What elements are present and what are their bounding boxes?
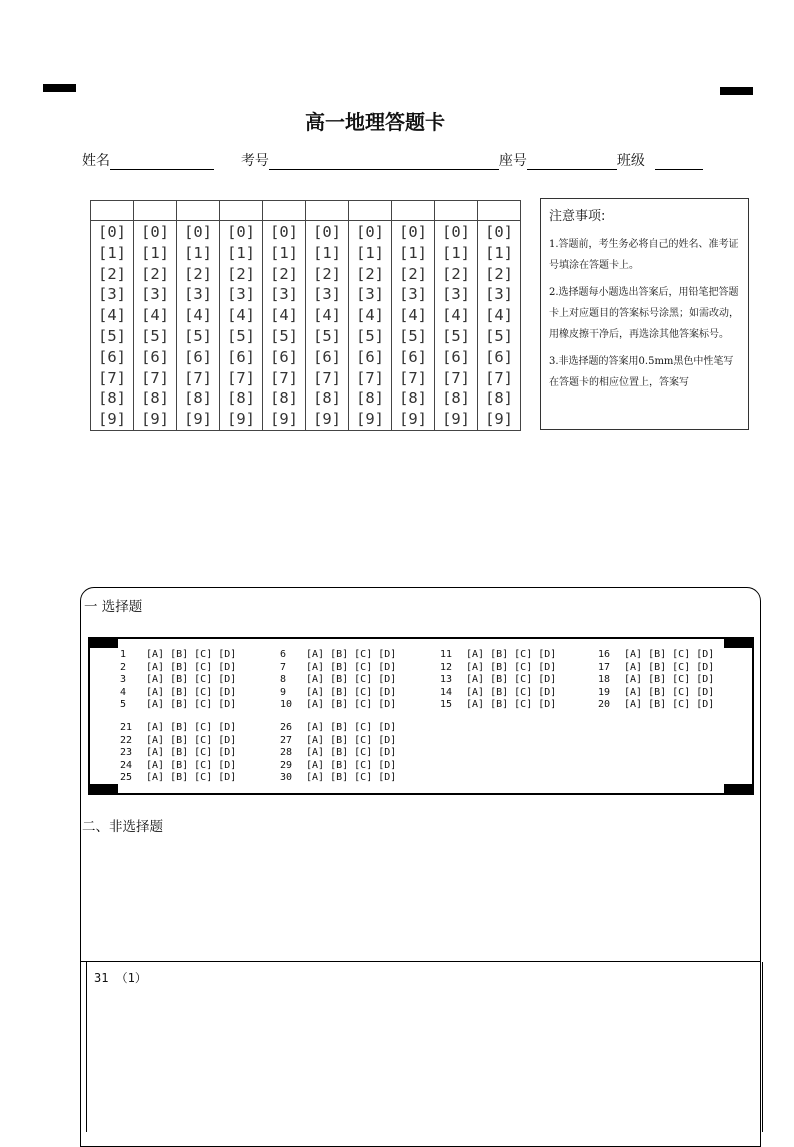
digit-bubble[interactable]: [7]	[313, 368, 341, 387]
digit-bubble[interactable]: [7]	[141, 368, 169, 387]
id-digit-input-cell[interactable]	[91, 201, 134, 221]
digit-bubble[interactable]: [4]	[356, 306, 384, 325]
question-number: 3	[120, 674, 127, 685]
question-number: 27	[280, 734, 293, 746]
question-number: 28	[280, 747, 293, 758]
question-group	[120, 722, 236, 785]
digit-bubble[interactable]: [2]	[184, 264, 212, 283]
seat-field[interactable]	[527, 155, 617, 170]
answer-options[interactable]: [A] [B] [C] [D]	[146, 772, 237, 783]
corner-mark-tl	[88, 639, 118, 648]
digit-bubble[interactable]: [5]	[98, 326, 126, 345]
digit-bubble[interactable]: [2]	[270, 264, 298, 283]
id-digit-column	[134, 221, 177, 431]
choice-question-row	[598, 662, 714, 675]
digit-bubble[interactable]: [6]	[184, 347, 212, 366]
question-number: 8	[280, 674, 287, 685]
answer-options[interactable]: [A] [B] [C] [D]	[466, 649, 557, 660]
digit-bubble[interactable]: [1]	[313, 243, 341, 262]
digit-bubble[interactable]: [4]	[141, 306, 169, 325]
choice-question-row	[120, 662, 236, 675]
digit-bubble[interactable]: [6]	[313, 347, 341, 366]
digit-bubble[interactable]: [1]	[141, 243, 169, 262]
id-digit-column	[478, 221, 521, 431]
answer-options[interactable]: [A] [B] [C] [D]	[466, 661, 557, 673]
digit-bubble[interactable]: [9]	[141, 410, 169, 429]
digit-bubble[interactable]: [9]	[227, 410, 255, 429]
digit-bubble[interactable]: [8]	[141, 389, 169, 408]
digit-bubble[interactable]: [5]	[184, 326, 212, 345]
id-digit-input-cell[interactable]	[349, 201, 392, 221]
question-number: 13	[440, 674, 453, 685]
digit-bubble[interactable]: [3]	[485, 285, 513, 304]
digit-bubble[interactable]: [7]	[356, 368, 384, 387]
choice-question-row	[280, 772, 396, 785]
digit-bubble[interactable]: [7]	[399, 368, 427, 387]
digit-bubble[interactable]: [6]	[399, 347, 427, 366]
digit-bubble[interactable]: [7]	[227, 368, 255, 387]
corner-mark-tr	[724, 639, 754, 648]
digit-bubble[interactable]: [2]	[485, 264, 513, 283]
id-digit-input-cell[interactable]	[177, 201, 220, 221]
question-31-answer-box[interactable]	[86, 962, 763, 1132]
digit-bubble[interactable]: [1]	[184, 243, 212, 262]
digit-bubble[interactable]: [2]	[356, 264, 384, 283]
digit-bubble[interactable]: [7]	[442, 368, 470, 387]
digit-bubble[interactable]: [0]	[270, 223, 298, 241]
question-number: 1	[120, 649, 127, 660]
digit-bubble[interactable]: [0]	[313, 223, 341, 241]
question-number: 22	[120, 734, 133, 746]
digit-bubble[interactable]: [1]	[270, 243, 298, 262]
digit-bubble[interactable]: [2]	[227, 264, 255, 283]
answer-options[interactable]: [A] [B] [C] [D]	[146, 734, 237, 746]
digit-bubble[interactable]: [6]	[227, 347, 255, 366]
answer-options[interactable]: [A] [B] [C] [D]	[146, 722, 237, 733]
digit-bubble[interactable]: [2]	[442, 264, 470, 283]
digit-bubble[interactable]: [4]	[485, 306, 513, 325]
choice-question-row	[120, 760, 236, 773]
answer-options[interactable]: [A] [B] [C] [D]	[466, 674, 557, 685]
answer-options[interactable]: [A] [B] [C] [D]	[306, 759, 397, 771]
question-number: 24	[120, 759, 133, 771]
question-number: 25	[120, 772, 133, 783]
digit-bubble[interactable]: [9]	[399, 410, 427, 429]
question-group	[440, 649, 556, 712]
question-number: 9	[280, 686, 287, 698]
digit-bubble[interactable]: [0]	[485, 223, 513, 241]
digit-bubble[interactable]: [9]	[442, 410, 470, 429]
answer-options[interactable]: [A] [B] [C] [D]	[624, 674, 715, 685]
digit-bubble[interactable]: [6]	[98, 347, 126, 366]
question-number: 30	[280, 772, 293, 783]
question-group	[598, 649, 714, 712]
answer-options[interactable]: [A] [B] [C] [D]	[624, 649, 715, 660]
question-number: 10	[280, 699, 293, 710]
digit-bubble[interactable]: [8]	[270, 389, 298, 408]
answer-options[interactable]: [A] [B] [C] [D]	[306, 772, 397, 783]
id-digit-column	[306, 221, 349, 431]
choice-question-row	[280, 760, 396, 773]
answer-options[interactable]: [A] [B] [C] [D]	[306, 674, 397, 685]
digit-bubble[interactable]: [3]	[98, 285, 126, 304]
choice-question-row	[120, 772, 236, 785]
choice-question-row	[598, 699, 714, 712]
digit-bubble[interactable]: [3]	[399, 285, 427, 304]
digit-bubble[interactable]: [6]	[442, 347, 470, 366]
digit-bubble[interactable]: [1]	[98, 243, 126, 262]
digit-bubble[interactable]: [3]	[227, 285, 255, 304]
name-field[interactable]	[110, 155, 214, 170]
id-digit-column	[263, 221, 306, 431]
digit-bubble[interactable]: [7]	[270, 368, 298, 387]
answer-options[interactable]: [A] [B] [C] [D]	[466, 686, 557, 698]
digit-bubble[interactable]: [1]	[356, 243, 384, 262]
question-number: 14	[440, 686, 453, 698]
digit-bubble[interactable]: [5]	[141, 326, 169, 345]
digit-bubble[interactable]: [9]	[485, 410, 513, 429]
question-number: 11	[440, 649, 453, 660]
question-number: 12	[440, 661, 453, 673]
id-digit-input-cell[interactable]	[220, 201, 263, 221]
answer-options[interactable]: [A] [B] [C] [D]	[624, 699, 715, 710]
seat-label: 座号	[498, 153, 527, 169]
answer-options[interactable]: [A] [B] [C] [D]	[146, 649, 237, 660]
digit-bubble[interactable]: [3]	[141, 285, 169, 304]
choice-question-row	[280, 699, 396, 712]
digit-bubble[interactable]: [9]	[98, 410, 126, 429]
notice-item-2: 2.选择题每小题选出答案后，用铅笔把答题卡上对应题目的答案标号涂黑；如需改动，用橡皮擦干净后，再选涂其他答案标号。	[549, 287, 739, 340]
id-digit-input-cell[interactable]	[134, 201, 177, 221]
answer-options[interactable]: [A] [B] [C] [D]	[146, 686, 237, 698]
question-number: 19	[598, 686, 611, 698]
alignment-mark-right	[720, 87, 753, 95]
answer-options[interactable]: [A] [B] [C] [D]	[146, 759, 237, 771]
question-31-label: 31 （1）	[94, 971, 147, 985]
question-number: 2	[120, 661, 127, 673]
digit-bubble[interactable]: [4]	[313, 306, 341, 325]
answer-options[interactable]: [A] [B] [C] [D]	[306, 649, 397, 660]
answer-options[interactable]: [A] [B] [C] [D]	[306, 686, 397, 698]
digit-bubble[interactable]: [7]	[184, 368, 212, 387]
question-number: 6	[280, 649, 287, 660]
answer-options[interactable]: [A] [B] [C] [D]	[306, 661, 397, 673]
question-group	[280, 649, 396, 712]
choice-question-row	[440, 649, 556, 662]
digit-bubble[interactable]: [8]	[227, 389, 255, 408]
id-digit-column	[91, 221, 134, 431]
digit-bubble[interactable]: [7]	[98, 368, 126, 387]
digit-bubble[interactable]: [0]	[141, 223, 169, 241]
digit-bubble[interactable]: [4]	[270, 306, 298, 325]
answer-options[interactable]: [A] [B] [C] [D]	[306, 734, 397, 746]
digit-bubble[interactable]: [8]	[485, 389, 513, 408]
digit-bubble[interactable]: [5]	[442, 326, 470, 345]
digit-bubble[interactable]: [3]	[270, 285, 298, 304]
name-label: 姓名	[82, 153, 110, 169]
question-number: 18	[598, 674, 611, 685]
choice-question-row	[440, 674, 556, 687]
digit-bubble[interactable]: [6]	[141, 347, 169, 366]
digit-bubble[interactable]: [5]	[356, 326, 384, 345]
digit-bubble[interactable]: [4]	[98, 306, 126, 325]
choice-question-row	[120, 735, 236, 748]
id-digit-input-cell[interactable]	[263, 201, 306, 221]
choice-question-row	[120, 649, 236, 662]
digit-bubble[interactable]: [7]	[485, 368, 513, 387]
section1-title: 一 选择题	[84, 599, 143, 615]
digit-bubble[interactable]: [4]	[399, 306, 427, 325]
digit-bubble[interactable]: [8]	[313, 389, 341, 408]
page-title: 高一地理答题卡	[305, 110, 445, 134]
digit-bubble[interactable]: [0]	[227, 223, 255, 241]
choice-question-row	[598, 687, 714, 700]
question-number: 5	[120, 699, 127, 710]
notice-heading: 注意事项:	[549, 209, 606, 224]
corner-mark-bl	[88, 784, 118, 793]
id-digit-column	[177, 221, 220, 431]
choice-question-row	[598, 649, 714, 662]
question-group	[280, 722, 396, 785]
digit-bubble[interactable]: [3]	[442, 285, 470, 304]
digit-bubble[interactable]: [5]	[227, 326, 255, 345]
choice-question-row	[280, 674, 396, 687]
digit-bubble[interactable]: [5]	[485, 326, 513, 345]
digit-bubble[interactable]: [8]	[356, 389, 384, 408]
digit-bubble[interactable]: [2]	[141, 264, 169, 283]
question-number: 21	[120, 722, 133, 733]
question-number: 17	[598, 661, 611, 673]
question-number: 4	[120, 686, 127, 698]
digit-bubble[interactable]: [8]	[184, 389, 212, 408]
question-number: 23	[120, 747, 133, 758]
exam-id-bubble-grid	[90, 200, 521, 431]
choice-question-row	[120, 747, 236, 760]
digit-bubble[interactable]: [0]	[184, 223, 212, 241]
choice-question-row	[120, 674, 236, 687]
exam-no-field[interactable]	[269, 155, 499, 170]
answer-options[interactable]: [A] [B] [C] [D]	[466, 699, 557, 710]
answer-options[interactable]: [A] [B] [C] [D]	[306, 722, 397, 733]
student-info-line	[82, 150, 703, 170]
choice-question-row	[598, 674, 714, 687]
digit-bubble[interactable]: [1]	[485, 243, 513, 262]
choice-question-row	[280, 747, 396, 760]
digit-bubble[interactable]: [5]	[399, 326, 427, 345]
digit-bubble[interactable]: [5]	[270, 326, 298, 345]
answer-options[interactable]: [A] [B] [C] [D]	[624, 686, 715, 698]
digit-bubble[interactable]: [0]	[442, 223, 470, 241]
answer-options[interactable]: [A] [B] [C] [D]	[146, 747, 237, 758]
section2-title: 二、非选择题	[82, 819, 163, 835]
digit-bubble[interactable]: [0]	[399, 223, 427, 241]
choice-question-row	[280, 735, 396, 748]
question-number: 16	[598, 649, 611, 660]
digit-bubble[interactable]: [9]	[184, 410, 212, 429]
digit-bubble[interactable]: [4]	[227, 306, 255, 325]
id-digit-input-cell[interactable]	[306, 201, 349, 221]
digit-bubble[interactable]: [5]	[313, 326, 341, 345]
answer-options[interactable]: [A] [B] [C] [D]	[146, 699, 237, 710]
digit-bubble[interactable]: [9]	[313, 410, 341, 429]
digit-bubble[interactable]: [3]	[184, 285, 212, 304]
digit-bubble[interactable]: [1]	[227, 243, 255, 262]
answer-options[interactable]: [A] [B] [C] [D]	[306, 699, 397, 710]
id-digit-column	[220, 221, 263, 431]
answer-options[interactable]: [A] [B] [C] [D]	[146, 674, 237, 685]
choice-question-row	[120, 722, 236, 735]
choice-question-row	[440, 699, 556, 712]
exam-no-label: 考号	[240, 153, 269, 169]
multiple-choice-area	[88, 637, 754, 795]
digit-bubble[interactable]: [3]	[313, 285, 341, 304]
digit-bubble[interactable]: [8]	[98, 389, 126, 408]
question-number: 7	[280, 661, 287, 673]
digit-bubble[interactable]: [2]	[98, 264, 126, 283]
id-digit-column	[392, 221, 435, 431]
id-digit-column	[435, 221, 478, 431]
id-digit-input-cell[interactable]	[478, 201, 521, 221]
choice-question-row	[440, 662, 556, 675]
digit-bubble[interactable]: [9]	[270, 410, 298, 429]
digit-bubble[interactable]: [9]	[356, 410, 384, 429]
choice-question-row	[280, 662, 396, 675]
choice-question-row	[280, 649, 396, 662]
digit-bubble[interactable]: [4]	[184, 306, 212, 325]
question-number: 29	[280, 759, 293, 771]
digit-bubble[interactable]: [6]	[270, 347, 298, 366]
digit-bubble[interactable]: [1]	[442, 243, 470, 262]
digit-bubble[interactable]: [8]	[442, 389, 470, 408]
alignment-mark-left	[43, 84, 76, 92]
choice-question-row	[440, 687, 556, 700]
question-number: 26	[280, 722, 293, 733]
digit-bubble[interactable]: [6]	[356, 347, 384, 366]
id-digit-column	[349, 221, 392, 431]
choice-question-row	[280, 687, 396, 700]
id-digit-input-cell[interactable]	[435, 201, 478, 221]
class-label: 班级	[616, 153, 645, 169]
digit-bubble[interactable]: [2]	[399, 264, 427, 283]
notice-box	[540, 198, 749, 430]
question-number: 20	[598, 699, 611, 710]
answer-options[interactable]: [A] [B] [C] [D]	[146, 661, 237, 673]
answer-options[interactable]: [A] [B] [C] [D]	[624, 661, 715, 673]
digit-bubble[interactable]: [3]	[356, 285, 384, 304]
digit-bubble[interactable]: [6]	[485, 347, 513, 366]
digit-bubble[interactable]: [4]	[442, 306, 470, 325]
corner-mark-br	[724, 784, 754, 793]
digit-bubble[interactable]: [1]	[399, 243, 427, 262]
question-number: 15	[440, 699, 453, 710]
digit-bubble[interactable]: [0]	[98, 223, 126, 241]
choice-question-row	[120, 687, 236, 700]
id-digit-input-cell[interactable]	[392, 201, 435, 221]
notice-item-1: 1.答题前，考生务必将自己的姓名、准考证号填涂在答题卡上。	[549, 239, 739, 271]
class-field[interactable]	[655, 155, 703, 170]
digit-bubble[interactable]: [8]	[399, 389, 427, 408]
digit-bubble[interactable]: [2]	[313, 264, 341, 283]
digit-bubble[interactable]: [0]	[356, 223, 384, 241]
notice-item-3: 3.非选择题的答案用0.5mm黑色中性笔写在答题卡的相应位置上，答案写	[549, 356, 734, 388]
answer-options[interactable]: [A] [B] [C] [D]	[306, 747, 397, 758]
choice-question-row	[120, 699, 236, 712]
choice-question-row	[280, 722, 396, 735]
question-group	[120, 649, 236, 712]
